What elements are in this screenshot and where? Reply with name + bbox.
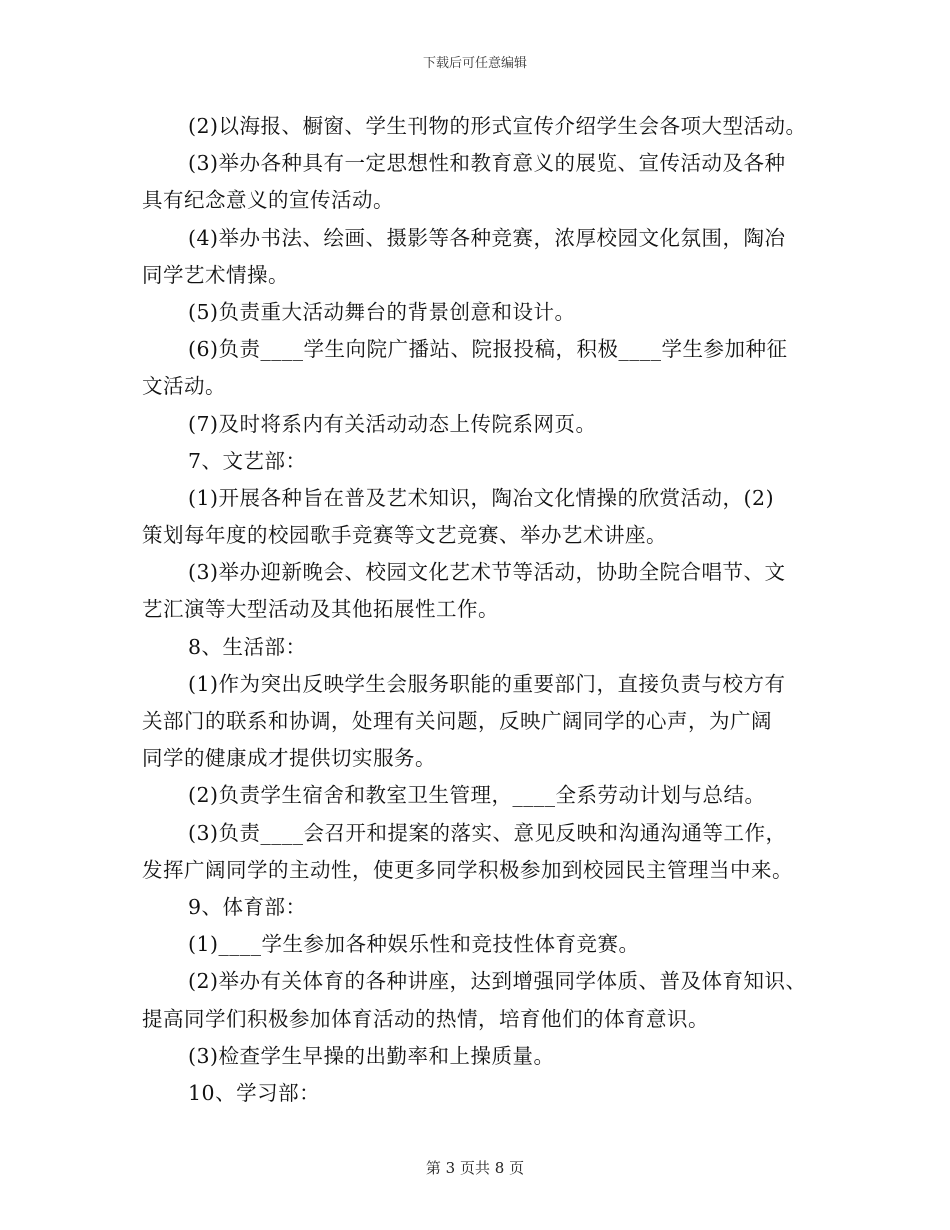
body-line: 提高同学们积极参加体育活动的热情，培育他们的体育意识。 (142, 1006, 709, 1031)
body-line: 发挥广阔同学的主动性，使更多同学积极参加到校园民主管理当中来。 (142, 857, 793, 882)
body-line: (2)负责学生宿舍和教室卫生管理，____全系劳动计划与总结。 (188, 783, 766, 808)
body-line: 具有纪念意义的宣传活动。 (142, 188, 394, 213)
body-line: (3)举办迎新晚会、校园文化艺术节等活动，协助全院合唱节、文 (188, 560, 786, 585)
section-heading: 10、学习部： (188, 1080, 321, 1105)
body-line: 同学的健康成才提供切实服务。 (142, 746, 436, 771)
body-line: (1)开展各种旨在普及艺术知识，陶冶文化情操的欣赏活动，(2) (188, 485, 775, 510)
section-heading: 9、体育部： (188, 894, 307, 919)
body-line: (7)及时将系内有关活动动态上传院系网页。 (188, 411, 597, 436)
body-line: (2)以海报、橱窗、学生刊物的形式宣传介绍学生会各项大型活动。 (188, 114, 807, 138)
body-line: 文活动。 (142, 374, 226, 399)
body-line: 艺汇演等大型活动及其他拓展性工作。 (142, 597, 499, 622)
body-line: (5)负责重大活动舞台的背景创意和设计。 (188, 299, 576, 324)
section-heading: 7、文艺部： (188, 448, 307, 473)
section-heading: 8、生活部： (188, 634, 307, 659)
body-line: (1)作为突出反映学生会服务职能的重要部门，直接负责与校方有 (188, 671, 786, 696)
body-line: (2)举办有关体育的各种讲座，达到增强同学体质、普及体育知识、 (188, 969, 807, 994)
body-text (142, 108, 832, 1112)
body-line: (3)检查学生早操的出勤率和上操质量。 (188, 1043, 555, 1068)
body-line: (3)举办各种具有一定思想性和教育意义的展览、宣传活动及各种 (188, 151, 786, 176)
body-line: 同学艺术情操。 (142, 262, 289, 287)
page-footer: 第 3 页共 8 页 (425, 1159, 525, 1177)
body-line: 关部门的联系和协调，处理有关问题，反映广阔同学的心声，为广阔 (142, 709, 772, 733)
body-line: (4)举办书法、绘画、摄影等各种竞赛，浓厚校园文化氛围，陶冶 (188, 225, 786, 250)
body-line: (6)负责____学生向院广播站、院报投稿，积极____学生参加种征 (188, 337, 788, 362)
body-line: 策划每年度的校园歌手竞赛等文艺竞赛、举办艺术讲座。 (142, 523, 667, 548)
page-header: 下载后可任意编辑 (422, 56, 527, 71)
body-line: (1)____学生参加各种娱乐性和竞技性体育竞赛。 (188, 932, 640, 957)
body-line: (3)负责____会召开和提案的落实、意见反映和沟通沟通等工作， (188, 820, 787, 845)
